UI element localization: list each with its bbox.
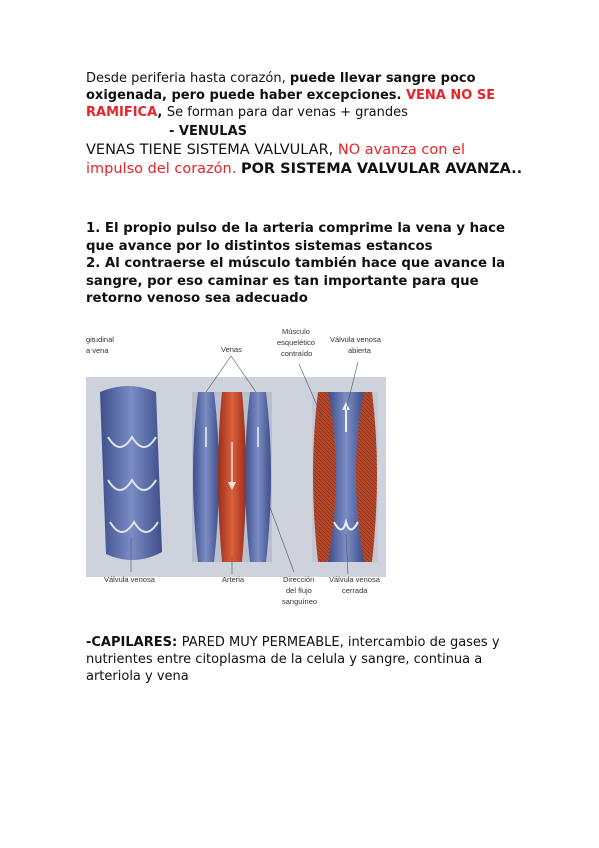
label-direccion-1: Dirección	[283, 575, 315, 584]
paragraph-mechanisms	[86, 220, 526, 308]
label-musculo-3: contraído	[281, 349, 313, 358]
intro-text-red: VENA NO SE RAMIFICA	[86, 88, 496, 120]
label-longitudinal-2: a vena	[86, 346, 109, 355]
valvular-text-red: NO avanza con el impulso del corazón.	[86, 142, 465, 177]
intro-text-1: Desde periferia hasta corazón,	[86, 71, 290, 86]
valvular-text-1: VENAS TIENE SISTEMA VALVULAR,	[86, 142, 338, 158]
label-valvula-abierta-2: abierta	[348, 346, 371, 355]
longitudinal-vein	[100, 386, 162, 560]
label-arteria: Arteria	[222, 575, 245, 584]
label-musculo-2: esquelético	[277, 338, 315, 347]
mechanism-2: 2. Al contraerse el músculo también hace que avance la sangre, por eso caminar es tan importante para que retorno venoso sea adecuado	[86, 256, 506, 306]
label-valvula-cerrada-1: Válvula venosa	[329, 575, 380, 584]
intro-text-bold: puede llevar sangre poco oxigenada, pero puede haber excepciones.	[86, 71, 476, 103]
label-direccion-2: del flujo	[286, 586, 312, 595]
label-direccion-3: sanguíneo	[282, 597, 318, 606]
label-valvula-venosa: Válvula venosa	[104, 575, 155, 584]
intro-text-5: Se forman para dar venas + grandes	[166, 105, 408, 120]
capilares-heading: -CAPILARES:	[86, 635, 182, 650]
paragraph-capilares	[86, 634, 526, 685]
paragraph-valvular	[86, 141, 526, 179]
mechanism-1: 1. El propio pulso de la arteria comprime la vena y hace que avance por lo distintos sistemas estancos	[86, 221, 505, 254]
capilares-text: PARED MUY PERMEABLE, intercambio de gases y nutrientes entre citoplasma de la celula y sangre, continua a arteriola y vena	[86, 635, 500, 684]
label-valvula-abierta-1: Válvula venosa	[330, 335, 381, 344]
label-longitudinal-1: gitudinal	[86, 335, 114, 344]
venulas-heading: - VENULAS	[169, 124, 248, 139]
valvular-text-bold: POR SISTEMA VALVULAR AVANZA..	[240, 161, 523, 177]
label-venas: Venas	[221, 345, 242, 354]
intro-text-comma: ,	[157, 105, 167, 120]
vein-valve-figure	[86, 322, 386, 617]
vein-left	[193, 392, 219, 562]
paragraph-intro	[86, 70, 526, 121]
label-musculo-1: Músculo	[282, 327, 310, 336]
label-valvula-cerrada-2: cerrada	[342, 586, 368, 595]
vein-right	[245, 392, 271, 562]
